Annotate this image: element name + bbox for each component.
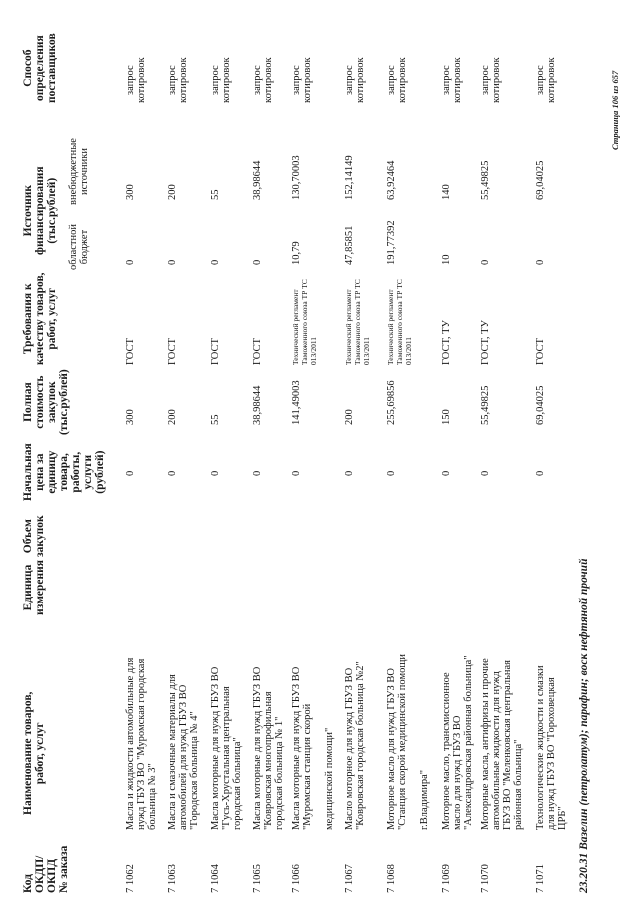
row-funding-extrabudget: 152,14149	[344, 155, 355, 200]
row-name: Масло моторное для нужд ГБУЗ ВО "Ковровская городская больница №2"	[344, 661, 366, 830]
row-funding-extrabudget: 130,70003	[291, 155, 302, 200]
row-total: 38,98644	[252, 385, 263, 425]
row-price: 0	[441, 470, 452, 476]
row-method: запрос котировок	[535, 57, 557, 103]
row-price: 0	[291, 470, 302, 476]
row-number: 7 1063	[167, 864, 178, 893]
row-total: 200	[344, 409, 355, 425]
row-funding-extrabudget: 200	[167, 184, 178, 200]
row-requirements: Технический регламент Таможенного союза ТР ТС 013/2011	[386, 279, 413, 365]
row-requirements: ГОСТ	[125, 338, 136, 365]
page-footer: Страница 106 из 657	[610, 70, 620, 150]
row-number: 7 1069	[441, 864, 452, 893]
col-header-unit: Единица измерения	[22, 560, 46, 615]
row-name: Масла и смазочные материалы для автомобилей для нужд ГБУЗ ВО "Городская больница № 4"	[167, 674, 200, 830]
row-funding-extrabudget: 55	[210, 189, 221, 200]
row-funding-regional: 0	[167, 259, 178, 265]
row-funding-extrabudget: 300	[125, 184, 136, 200]
row-total: 300	[125, 409, 136, 425]
row-price: 0	[252, 470, 263, 476]
row-funding-extrabudget: 38,98644	[252, 160, 263, 200]
row-method: запрос котировок	[480, 57, 502, 103]
col-header-requirements: Требования к качеству товаров, работ, услуг	[22, 272, 58, 365]
row-total: 141,49003	[291, 380, 302, 425]
row-requirements: Технический регламент Таможенного союза ТР ТС 013/2011	[344, 279, 371, 365]
row-funding-regional: 0	[535, 259, 546, 265]
row-method: запрос котировок	[291, 57, 313, 103]
row-price: 0	[167, 470, 178, 476]
row-method: запрос котировок	[386, 57, 408, 103]
col-header-funding: Источник финансирования (тыс.рублей)	[22, 166, 58, 255]
row-number: 7 1066	[291, 864, 302, 893]
col-header-funding-extrabudget: внебюджетные источники	[68, 138, 90, 205]
row-total: 200	[167, 409, 178, 425]
row-number: 7 1070	[480, 864, 491, 893]
row-method: запрос котировок	[441, 57, 463, 103]
row-funding-regional: 0	[480, 259, 491, 265]
col-header-code: Код ОКДП/ ОКПД № заказа	[22, 845, 70, 893]
col-header-method: Способ определения поставщиков	[22, 33, 58, 103]
row-price: 0	[125, 470, 136, 476]
row-requirements: ГОСТ, ТУ	[441, 320, 452, 365]
row-number: 7 1065	[252, 864, 263, 893]
row-total: 255,69856	[386, 380, 397, 425]
col-header-total: Полная стоимость закупок (тыс.рублей)	[22, 369, 70, 435]
row-price: 0	[535, 470, 546, 476]
row-number: 7 1068	[386, 864, 397, 893]
row-price: 0	[386, 470, 397, 476]
row-funding-extrabudget: 69,04025	[535, 160, 546, 200]
row-name: Моторные масла, антифризы и прочие автомобильные жидкости для нужд ГБУЗ ВО "Меленковская центральная районная больница"	[480, 658, 524, 830]
col-header-funding-regional: областной бюджет	[68, 224, 90, 270]
row-number: 7 1067	[344, 864, 355, 893]
col-header-price: Начальная цена за единицу товара, работы, услуги (рублей)	[22, 443, 106, 501]
row-total: 150	[441, 409, 452, 425]
row-total: 55,49825	[480, 385, 491, 425]
row-method: запрос котировок	[210, 57, 232, 103]
col-header-volume: Объем закупок	[22, 515, 46, 557]
col-header-name: Наименование товаров, работ, услуг	[22, 691, 46, 815]
row-price: 0	[210, 470, 221, 476]
row-name: Масла моторные для нужд ГБУЗ ВО "Ковровская многопрофильная городская больница № 1"	[252, 666, 285, 830]
row-funding-extrabudget: 63,92464	[386, 160, 397, 200]
section-heading: 23.20.31 Вазелин (петролатум); парафин; воск нефтяной прочий	[578, 558, 590, 893]
row-name: Масла и жидкости автомобильные для нужд ГБУЗ ВО "Муромская городская больница № 3"	[125, 657, 158, 830]
row-funding-regional: 0	[252, 259, 263, 265]
row-funding-regional: 47,85851	[344, 225, 355, 265]
row-name: Масла моторные для нужд ГБУЗ ВО "Гусь-Хрустальная центральная городская больница"	[210, 666, 243, 830]
row-total: 55	[210, 414, 221, 425]
row-method: запрос котировок	[125, 57, 147, 103]
row-number: 7 1064	[210, 864, 221, 893]
row-number: 7 1071	[535, 864, 546, 893]
row-number: 7 1062	[125, 864, 136, 893]
row-method: запрос котировок	[252, 57, 274, 103]
row-funding-regional: 10	[441, 254, 452, 265]
row-funding-regional: 0	[210, 259, 221, 265]
row-requirements: ГОСТ	[535, 338, 546, 365]
row-requirements: ГОСТ	[252, 338, 263, 365]
row-funding-extrabudget: 140	[441, 184, 452, 200]
row-funding-regional: 10,79	[291, 241, 302, 265]
row-requirements: ГОСТ	[167, 338, 178, 365]
row-name: Моторное масло для нужд ГБУЗ ВО "Станция скорой медицинской помощи г.Владимира"	[386, 653, 430, 830]
row-requirements: Технический регламент Таможенного союза ТР ТС 013/2011	[291, 279, 318, 365]
row-price: 0	[480, 470, 491, 476]
row-price: 0	[344, 470, 355, 476]
row-name: Технологические жидкости и смазки для нужд ГБУЗ ВО "Гороховецкая ЦРБ"	[535, 665, 568, 830]
row-method: запрос котировок	[167, 57, 189, 103]
row-funding-extrabudget: 55,49825	[480, 160, 491, 200]
row-method: запрос котировок	[344, 57, 366, 103]
row-total: 69,04025	[535, 385, 546, 425]
row-funding-regional: 191,77392	[386, 220, 397, 265]
row-name: Масла моторные для нужд ГБУЗ ВО "Муромская станция скорой медицинской помощи"	[291, 666, 335, 830]
row-requirements: ГОСТ	[210, 338, 221, 365]
row-name: Моторное масло, трансмиссионное масло для нужд ГБУЗ ВО "Александровская районная больница"	[441, 655, 474, 830]
row-requirements: ГОСТ, ТУ	[480, 320, 491, 365]
row-funding-regional: 0	[125, 259, 136, 265]
